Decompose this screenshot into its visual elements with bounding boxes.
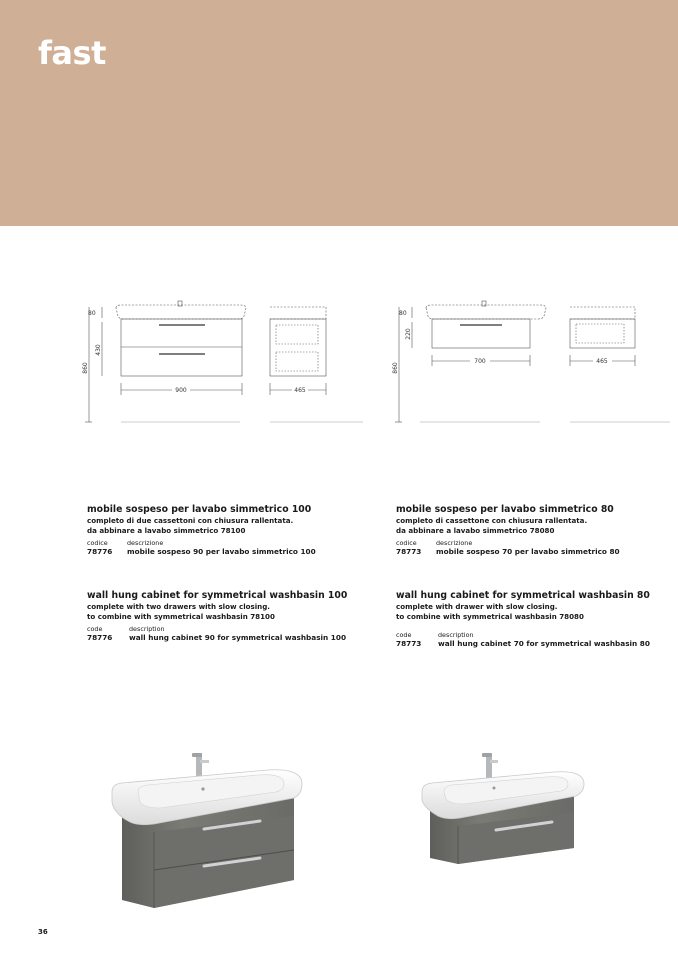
product-80-italian <box>396 504 666 556</box>
dim-top-label: 80 <box>88 310 96 317</box>
product-photo-100 <box>108 750 308 915</box>
product-80-english <box>396 590 666 648</box>
dim-cabinet-label: 220 <box>405 328 412 340</box>
page-number: 36 <box>38 928 48 936</box>
dim-cabinet-label: 430 <box>95 344 102 356</box>
table-row: 78776 wall hung cabinet 90 for symmetrical washbasin 100 <box>87 633 347 642</box>
product-title: mobile sospeso per lavabo simmetrico 100 <box>87 504 312 515</box>
product-line: completo di cassettone con chiusura rallentata. <box>396 516 588 525</box>
table-header: codice descrizione <box>396 539 473 547</box>
table-header: codice descrizione <box>87 539 164 547</box>
table-header: code description <box>396 631 474 639</box>
product-title: wall hung cabinet for symmetrical washbasin 100 <box>87 590 348 601</box>
product-title: wall hung cabinet for symmetrical washbasin 80 <box>396 590 650 601</box>
product-line: to combine with symmetrical washbasin 78100 <box>87 611 275 621</box>
table-row: 78776 mobile sospeso 90 per lavabo simmetrico 100 <box>87 547 316 556</box>
header-banner <box>0 0 678 226</box>
brand-logo: fast <box>38 34 106 72</box>
dim-total-label: 860 <box>392 362 399 374</box>
product-photo-80 <box>418 750 588 870</box>
technical-drawing-80 <box>390 298 672 428</box>
product-line: complete with drawer with slow closing. <box>396 602 558 611</box>
table-row: 78773 mobile sospeso 70 per lavabo simmetrico 80 <box>396 547 620 556</box>
dim-depth-label: 465 <box>294 387 306 394</box>
technical-drawing-100 <box>80 298 370 428</box>
dim-top-label: 80 <box>399 310 407 317</box>
dim-total-label: 860 <box>82 362 89 374</box>
product-line: completo di due cassettoni con chiusura rallentata. <box>87 516 294 525</box>
product-line: to combine with symmetrical washbasin 78080 <box>396 611 584 621</box>
table-header: code description <box>87 625 165 633</box>
dim-width-label: 900 <box>175 387 187 394</box>
table-row: 78773 wall hung cabinet 70 for symmetrical washbasin 80 <box>396 639 650 648</box>
product-100-italian <box>87 504 357 556</box>
product-line: complete with two drawers with slow closing. <box>87 602 270 611</box>
product-line: da abbinare a lavabo simmetrico 78080 <box>396 525 555 535</box>
product-title: mobile sospeso per lavabo simmetrico 80 <box>396 504 614 515</box>
dim-depth-label: 465 <box>596 358 608 365</box>
product-100-english <box>87 590 357 642</box>
product-line: da abbinare a lavabo simmetrico 78100 <box>87 525 246 535</box>
dim-width-label: 700 <box>474 358 486 365</box>
